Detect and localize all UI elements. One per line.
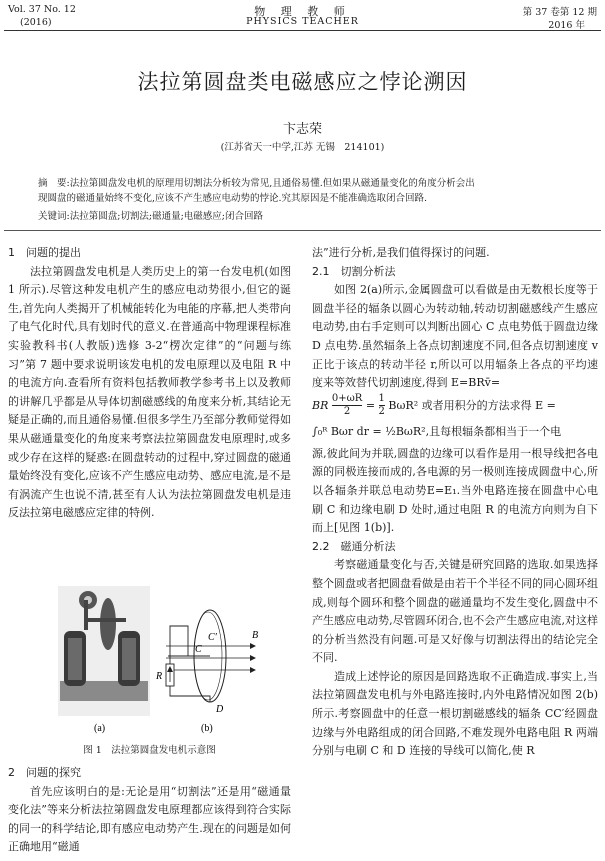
heading-1: 1 问题的提出: [8, 246, 81, 259]
abstract-line-2: 现圆盘的磁通量始终不变化,应该不产生感应电动势的悖论.究其原因是不能准确选取闭合回路.: [38, 193, 428, 204]
formula-line-1: [312, 393, 598, 419]
keywords-text: 法拉第圆盘;切割法;磁通量;电磁感应;闭合回路: [69, 211, 264, 222]
formula-term: BR: [312, 398, 329, 412]
text-line: 且通俗易懂.但很多学生乃至部分教师觉得如果: [8, 413, 291, 445]
text-line: 第电磁感应定律的特例.: [41, 506, 155, 520]
volume-year: (2016): [20, 17, 52, 28]
section-separator: [4, 230, 601, 231]
paragraph-intro: [8, 263, 291, 523]
text-line: 时,内外电路情况如图 2(b)所示.考察圆盘中的: [312, 688, 598, 721]
issue-cn: 第 37 卷第 12 期: [522, 7, 597, 18]
text-line: 首先应该明白的是:无论是用“切割法”还是: [30, 784, 240, 798]
text-line: 电路组成的闭合回路,不难发现外电路电阻 R 两: [356, 725, 587, 739]
figure-1-graphic: [58, 586, 266, 734]
coil-windings-left: [68, 638, 82, 680]
text-line: 教学参考书上以及教师的讲解几乎都是从导体切: [8, 376, 292, 408]
label-R: R: [156, 671, 163, 682]
text-line: 然辐条上各点切割速度不同,但各点切割速度 v: [372, 338, 598, 352]
fraction: [332, 393, 362, 418]
text-line: 从磁通量变化的角度来考察法拉第圆盘发电原理: [19, 431, 254, 445]
journal-name-en: PHYSICS TEACHER: [246, 16, 359, 27]
formula-rest: BωR² 或者用积分的方法求得 E =: [388, 398, 556, 412]
axle: [86, 618, 126, 622]
text-line: 用“磁通量变化法”等来分析法拉第圆盘发电原理: [8, 784, 292, 817]
text-line: 造成上述悖论的原因是回路选取不正确造: [334, 669, 535, 683]
header-rule: [4, 30, 601, 31]
abstract-label: 摘 要:: [38, 178, 70, 189]
year-cn: 2016 年: [548, 20, 585, 31]
text-line: 都应该得到符合实际的同一的科学结论,即有感: [8, 803, 292, 835]
text-line: 源,彼此间为并联,圆盘的边缘可以看作是用一根: [312, 446, 543, 460]
field-arrow: [250, 643, 256, 649]
left-column-lower: [8, 764, 291, 857]
text-line: 中,穿过圆盘的磁通量始终没有变化,应该不产生: [8, 450, 291, 483]
text-line: 极则连接成圆盘中心,所以各辐条并联总电动势: [312, 465, 599, 497]
figure-1: [58, 586, 266, 734]
paper-title: 法拉第圆盘类电磁感应之悖论溯因: [137, 70, 468, 94]
text-line: 根长度等于圆盘半径的辐条以圆心为转动轴,转: [312, 283, 598, 315]
text-line: 电刷 D 处时,通过电阻 R 的电流方向则为自下而: [312, 502, 598, 535]
text-line: 成.事实上,当法拉第圆盘发电机与外电路连接: [312, 669, 598, 702]
label-D: D: [216, 704, 224, 715]
text-line: 圆盘的磁通量均不发生变化,圆盘中不产生感应: [312, 595, 599, 628]
text-line: 感应电动势、感应电流,是不是有涡流产生也说不: [8, 469, 291, 501]
crank-arm: [84, 600, 88, 630]
subfigure-label-a: (a): [94, 723, 106, 734]
text-line: 时,或多或少存在这样的疑惑:在圆盘转动的过程: [8, 431, 292, 464]
right-column: [312, 244, 598, 761]
text-line: 电机(如图 1 所示).尽管这种发电机产生的感应: [8, 264, 291, 297]
text-line: 这样的分析当然没有问题.可是又好像与切割法: [312, 614, 599, 646]
text-line: 清,甚至有人认为法拉第圆盘发电机是违反法拉: [8, 487, 292, 520]
text-line: 验教科书(人教版)选修 3-2“楞次定律”的“问题与: [20, 338, 280, 352]
text-line: 任意一根切割磁感线的辐条 CC′经圆盘边缘与外: [312, 707, 599, 739]
text-line: 练习”第 7 题中要求说明该发电机的发电原理以: [8, 338, 291, 371]
text-line: 割磁感线的角度来分析,其结论无疑是正确的,而: [8, 394, 291, 427]
label-C: C: [195, 644, 202, 655]
field-arrow: [250, 655, 256, 661]
paragraph-cutting-cont: [312, 445, 598, 538]
paragraph-explore: [8, 783, 291, 857]
paragraph-cutting: [312, 281, 598, 393]
text-line: E=E₁.当外电路连接在圆盘中心电刷 C 和边缘: [312, 483, 599, 516]
affiliation: (江苏省天一中学,江苏 无锡 214101): [220, 142, 385, 153]
author-name: 卞志荣: [282, 122, 322, 137]
fraction-half: [379, 393, 385, 418]
keywords: [38, 208, 566, 222]
text-line: 的平均速度来等效替代切割速度,得到 E=BRv̄=: [312, 357, 599, 390]
keywords-label: 关键词:: [38, 211, 70, 222]
paragraph-paradox: [312, 668, 598, 761]
heading-2-1: 2.1 切割分析法: [312, 264, 396, 278]
external-circuit-wire: [170, 626, 210, 702]
text-line: 上[见图 1(b)].: [323, 521, 395, 535]
journal-name-cn: 物 理 教 师: [254, 5, 351, 18]
copper-disc: [100, 598, 116, 650]
label-B: B: [252, 630, 259, 641]
text-line: 判断出圆心 C 点电势低于圆盘边缘 D 点电势.虽: [312, 320, 598, 352]
text-line: 取.如果选择整个圆盘或者把圆盘看做是由若干: [312, 558, 599, 590]
text-line: 个半径不同的同心圆环组成,则每个圆环和整个: [312, 576, 598, 609]
figure-1-caption: 图 1 法拉第圆盘发电机示意图: [83, 745, 216, 756]
text-line: 具有划时代的意义.在普通高中物理课程标准实: [8, 320, 291, 352]
coil-windings-right: [122, 638, 136, 680]
abstract: [38, 176, 566, 206]
label-C-prime: C′: [208, 632, 217, 643]
fraction-denominator: 2: [343, 406, 351, 418]
fraction-denominator: 2: [378, 406, 385, 418]
text-line: 导线把各电源的同极连接而成的,各电源的另一: [312, 446, 599, 479]
fraction-numerator: 1: [378, 393, 385, 405]
continued-text: 法”进行分析,是我们值得探讨的问题.: [312, 246, 490, 259]
paragraph-flux: [312, 556, 598, 668]
text-line: 如图 2(a)所示,金属圆盘可以看做是由无数: [334, 283, 543, 297]
text-line: 应电动势产生.现在的问题是如何正确地用“磁通: [8, 821, 292, 854]
left-column: [8, 244, 291, 523]
text-line: 端分别与电刷 C 和 D 连接的导线可以简化,使 R: [312, 725, 598, 758]
formula-line-2: ∫₀ᴿ Bωr dr = ½BωR²,且每根辐条都相当于一个电: [312, 424, 562, 438]
text-line: 动切割磁感线产生感应电动势,由右手定则可以: [312, 301, 598, 334]
abstract-line-1: 法拉第圆盘发电机的原理用切割法分析较为常见,且通俗易懂.但如果从磁通量变化的角度分析会出: [69, 178, 475, 189]
text-line: 正比于该点的转动半径 r,所以可以用辐条上各点: [312, 357, 553, 371]
text-line: 法拉第圆盘发电机是人类历史上的第一台发: [30, 264, 243, 278]
text-line: 电动势,尽管圆环闭合,也不会产生感应电流,对: [356, 614, 576, 628]
text-line: 电动势很小,但它的诞生,首先向人类揭开了机械: [8, 283, 291, 315]
running-header: [0, 2, 605, 32]
equals-sign: =: [365, 398, 376, 412]
text-line: 考察磁通量变化与否,关键是研究回路的选: [334, 558, 539, 572]
heading-2: 2 问题的探究: [8, 766, 81, 779]
subfigure-label-b: (b): [201, 723, 213, 734]
heading-2-2: 2.2 磁通分析法: [312, 539, 396, 553]
field-arrow: [250, 667, 256, 673]
text-line: 能转化为电能的序幕,把人类带向了电气化时代,: [8, 301, 292, 334]
text-line: 及电阻 R 中的电流方向.查看所有资料包括教师: [8, 357, 291, 390]
fraction-numerator: 0+ωR: [331, 393, 363, 405]
volume-number: Vol. 37 No. 12: [8, 4, 76, 15]
text-line: 得出的结论完全不同.: [312, 632, 599, 665]
